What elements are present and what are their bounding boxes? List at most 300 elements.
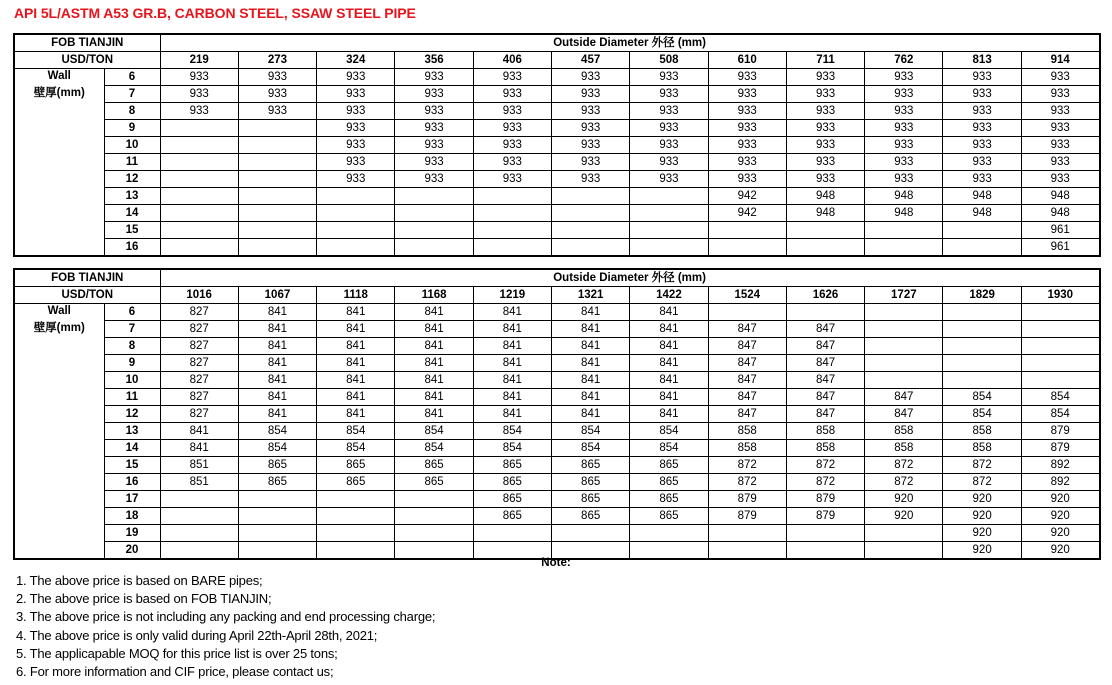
price-cell: 933 [630, 171, 708, 188]
price-cell: 933 [865, 103, 943, 120]
price-cell: 841 [473, 304, 551, 321]
price-cell [238, 205, 316, 222]
price-cell: 847 [865, 406, 943, 423]
diameter-header: 324 [317, 52, 395, 69]
price-cell: 879 [708, 491, 786, 508]
price-cell [630, 222, 708, 239]
diameter-header: 1829 [943, 287, 1021, 304]
price-cell: 933 [865, 137, 943, 154]
price-cell: 933 [552, 137, 630, 154]
price-cell [708, 222, 786, 239]
price-cell: 847 [708, 389, 786, 406]
price-cell [160, 525, 238, 542]
wall-thickness-value: 11 [104, 154, 160, 171]
price-cell: 865 [552, 457, 630, 474]
wall-unit-label: 壁厚(mm) [33, 87, 85, 99]
price-cell: 841 [160, 423, 238, 440]
price-cell [865, 338, 943, 355]
price-cell: 948 [1021, 205, 1099, 222]
price-cell: 879 [708, 508, 786, 525]
price-cell: 851 [160, 457, 238, 474]
price-cell: 841 [395, 338, 473, 355]
price-cell: 933 [317, 154, 395, 171]
fob-label: FOB TIANJIN [14, 34, 160, 52]
currency-unit-label: USD/TON [14, 52, 160, 69]
price-cell [473, 525, 551, 542]
fob-label: FOB TIANJIN [14, 269, 160, 287]
price-cell [630, 188, 708, 205]
price-cell: 920 [943, 508, 1021, 525]
price-cell: 827 [160, 321, 238, 338]
price-cell: 933 [1021, 154, 1099, 171]
price-cell [708, 525, 786, 542]
diameter-header: 219 [160, 52, 238, 69]
price-cell: 933 [630, 103, 708, 120]
price-cell: 854 [317, 423, 395, 440]
price-table-large-diameter [13, 268, 1101, 560]
price-cell [238, 120, 316, 137]
price-cell: 841 [630, 304, 708, 321]
price-cell [238, 525, 316, 542]
price-cell [473, 205, 551, 222]
price-cell [238, 239, 316, 257]
table-row [14, 103, 1100, 120]
price-cell: 827 [160, 389, 238, 406]
price-cell: 858 [708, 440, 786, 457]
price-cell: 858 [943, 423, 1021, 440]
price-cell: 933 [630, 86, 708, 103]
price-cell: 948 [865, 188, 943, 205]
price-cell: 948 [943, 188, 1021, 205]
price-cell [473, 222, 551, 239]
table-row [14, 338, 1100, 355]
diameter-header: 1219 [473, 287, 551, 304]
price-cell: 933 [943, 154, 1021, 171]
price-cell: 858 [865, 440, 943, 457]
price-cell: 933 [943, 86, 1021, 103]
price-cell: 841 [630, 321, 708, 338]
price-cell: 827 [160, 304, 238, 321]
price-cell: 933 [552, 69, 630, 86]
price-cell: 841 [317, 389, 395, 406]
table-row [14, 137, 1100, 154]
price-cell [317, 525, 395, 542]
price-cell: 933 [708, 69, 786, 86]
price-cell: 841 [317, 372, 395, 389]
price-cell: 948 [1021, 188, 1099, 205]
price-cell: 865 [630, 457, 708, 474]
price-cell: 841 [238, 304, 316, 321]
price-cell [160, 508, 238, 525]
price-cell: 841 [552, 321, 630, 338]
price-cell [395, 222, 473, 239]
price-cell: 892 [1021, 474, 1099, 491]
price-cell: 933 [238, 69, 316, 86]
price-cell: 841 [552, 389, 630, 406]
wall-thickness-value: 8 [104, 103, 160, 120]
price-cell: 933 [943, 137, 1021, 154]
price-cell [708, 304, 786, 321]
price-cell: 847 [786, 389, 864, 406]
wall-thickness-value: 9 [104, 355, 160, 372]
price-cell: 933 [708, 103, 786, 120]
price-cell: 933 [317, 171, 395, 188]
price-cell: 879 [786, 508, 864, 525]
wall-thickness-value: 7 [104, 86, 160, 103]
price-cell [395, 188, 473, 205]
price-cell: 847 [708, 338, 786, 355]
table-row [14, 120, 1100, 137]
price-cell: 841 [552, 355, 630, 372]
price-cell: 933 [1021, 171, 1099, 188]
price-cell [473, 188, 551, 205]
wall-thickness-value: 17 [104, 491, 160, 508]
price-cell: 933 [238, 86, 316, 103]
wall-thickness-value: 14 [104, 440, 160, 457]
price-cell [708, 239, 786, 257]
price-cell: 920 [1021, 525, 1099, 542]
price-cell: 841 [238, 406, 316, 423]
price-cell [1021, 321, 1099, 338]
price-cell: 933 [238, 103, 316, 120]
price-cell [317, 188, 395, 205]
price-cell: 854 [552, 440, 630, 457]
note-item: 1. The above price is based on BARE pipes; [16, 573, 263, 588]
price-cell [865, 304, 943, 321]
table-row [14, 423, 1100, 440]
table-row [14, 188, 1100, 205]
price-cell: 933 [865, 154, 943, 171]
price-cell: 865 [395, 474, 473, 491]
price-cell [943, 222, 1021, 239]
price-cell: 933 [552, 103, 630, 120]
price-cell: 854 [238, 440, 316, 457]
price-cell: 933 [630, 69, 708, 86]
price-cell: 933 [473, 86, 551, 103]
price-cell: 865 [473, 474, 551, 491]
price-cell [160, 205, 238, 222]
wall-thickness-value: 10 [104, 137, 160, 154]
price-cell: 948 [865, 205, 943, 222]
wall-thickness-value: 12 [104, 406, 160, 423]
outside-diameter-header: Outside Diameter 外径 (mm) [160, 269, 1100, 287]
price-cell: 933 [1021, 86, 1099, 103]
price-cell [160, 120, 238, 137]
table-row [14, 525, 1100, 542]
note-item: 6. For more information and CIF price, please contact us; [16, 664, 334, 680]
price-cell: 841 [317, 338, 395, 355]
price-cell: 865 [317, 474, 395, 491]
price-cell: 933 [630, 137, 708, 154]
price-cell: 865 [473, 508, 551, 525]
price-cell: 847 [708, 372, 786, 389]
price-cell: 933 [395, 171, 473, 188]
price-cell [786, 239, 864, 257]
price-cell: 858 [786, 440, 864, 457]
outside-diameter-header: Outside Diameter 外径 (mm) [160, 34, 1100, 52]
price-cell: 933 [473, 69, 551, 86]
price-cell: 854 [1021, 389, 1099, 406]
price-cell: 841 [395, 406, 473, 423]
price-cell [786, 525, 864, 542]
price-cell: 933 [317, 103, 395, 120]
diameter-header: 508 [630, 52, 708, 69]
price-cell: 942 [708, 188, 786, 205]
price-cell: 961 [1021, 239, 1099, 257]
table-row [14, 304, 1100, 321]
price-cell: 920 [865, 491, 943, 508]
price-cell [238, 491, 316, 508]
price-cell [943, 355, 1021, 372]
price-cell [630, 205, 708, 222]
price-cell: 854 [630, 423, 708, 440]
table-row [14, 69, 1100, 86]
diameter-header: 1067 [238, 287, 316, 304]
note-item: 3. The above price is not including any packing and end processing charge; [16, 609, 436, 625]
price-cell: 933 [708, 154, 786, 171]
price-cell: 841 [630, 389, 708, 406]
price-cell: 865 [630, 491, 708, 508]
price-cell: 872 [943, 474, 1021, 491]
price-cell: 933 [473, 120, 551, 137]
price-cell: 841 [630, 355, 708, 372]
wall-thickness-value: 14 [104, 205, 160, 222]
price-cell: 933 [630, 154, 708, 171]
price-cell: 933 [395, 86, 473, 103]
price-table-small-diameter [13, 33, 1101, 257]
price-cell: 933 [395, 69, 473, 86]
price-cell [473, 239, 551, 257]
price-cell [1021, 355, 1099, 372]
price-cell: 879 [1021, 423, 1099, 440]
price-cell: 841 [317, 321, 395, 338]
diameter-header: 1016 [160, 287, 238, 304]
page-title: API 5L/ASTM A53 GR.B, CARBON STEEL, SSAW STEEL PIPE [14, 5, 416, 21]
price-cell: 847 [786, 321, 864, 338]
diameter-header: 1321 [552, 287, 630, 304]
diameter-header: 1727 [865, 287, 943, 304]
price-cell: 872 [708, 474, 786, 491]
price-cell [395, 508, 473, 525]
price-cell: 933 [1021, 137, 1099, 154]
price-cell: 948 [943, 205, 1021, 222]
price-cell [552, 222, 630, 239]
price-cell: 858 [865, 423, 943, 440]
price-cell: 872 [708, 457, 786, 474]
diameter-header: 1930 [1021, 287, 1099, 304]
table-row [14, 171, 1100, 188]
table-row [14, 372, 1100, 389]
price-cell: 841 [238, 355, 316, 372]
note-label: Note: [541, 557, 571, 569]
price-cell [160, 239, 238, 257]
price-cell: 933 [160, 103, 238, 120]
price-cell [865, 525, 943, 542]
price-cell: 933 [473, 103, 551, 120]
table-row [14, 440, 1100, 457]
price-cell: 933 [552, 154, 630, 171]
price-cell: 854 [473, 423, 551, 440]
price-cell [317, 239, 395, 257]
price-cell: 933 [708, 86, 786, 103]
price-cell: 933 [943, 171, 1021, 188]
price-cell: 879 [1021, 440, 1099, 457]
price-cell: 841 [160, 440, 238, 457]
price-cell: 920 [943, 542, 1021, 560]
price-cell: 841 [630, 406, 708, 423]
price-cell: 933 [865, 171, 943, 188]
price-cell: 933 [395, 120, 473, 137]
price-cell: 872 [786, 457, 864, 474]
wall-thickness-label [14, 69, 104, 257]
wall-thickness-value: 9 [104, 120, 160, 137]
price-cell: 933 [943, 120, 1021, 137]
price-cell: 933 [317, 86, 395, 103]
price-cell: 841 [473, 355, 551, 372]
table-row [14, 222, 1100, 239]
diameter-header: 914 [1021, 52, 1099, 69]
price-cell: 854 [473, 440, 551, 457]
wall-thickness-value: 15 [104, 222, 160, 239]
price-cell [238, 154, 316, 171]
price-cell: 851 [160, 474, 238, 491]
wall-thickness-value: 7 [104, 321, 160, 338]
price-cell: 854 [630, 440, 708, 457]
diameter-header: 1422 [630, 287, 708, 304]
price-cell: 841 [473, 389, 551, 406]
price-cell: 933 [708, 120, 786, 137]
price-cell: 933 [552, 171, 630, 188]
wall-thickness-value: 18 [104, 508, 160, 525]
currency-unit-label: USD/TON [14, 287, 160, 304]
price-cell: 841 [552, 338, 630, 355]
price-cell [317, 205, 395, 222]
price-cell: 847 [786, 338, 864, 355]
price-cell [160, 154, 238, 171]
table-row [14, 86, 1100, 103]
table-row [14, 491, 1100, 508]
price-cell: 920 [1021, 542, 1099, 560]
wall-thickness-value: 20 [104, 542, 160, 560]
price-cell: 933 [473, 154, 551, 171]
price-cell: 841 [630, 338, 708, 355]
price-cell: 933 [708, 137, 786, 154]
price-cell: 841 [473, 372, 551, 389]
price-cell: 933 [786, 154, 864, 171]
price-cell: 847 [786, 406, 864, 423]
price-cell: 841 [395, 321, 473, 338]
price-cell: 841 [395, 372, 473, 389]
price-cell [943, 321, 1021, 338]
price-cell: 933 [786, 171, 864, 188]
wall-thickness-value: 10 [104, 372, 160, 389]
price-cell: 827 [160, 372, 238, 389]
price-cell: 841 [395, 389, 473, 406]
price-cell: 920 [943, 491, 1021, 508]
table-row [14, 508, 1100, 525]
price-cell: 854 [943, 389, 1021, 406]
price-cell: 872 [865, 474, 943, 491]
price-cell: 841 [552, 372, 630, 389]
table-row [14, 355, 1100, 372]
price-cell: 933 [395, 103, 473, 120]
price-cell: 841 [473, 338, 551, 355]
table-row [14, 389, 1100, 406]
diameter-header: 356 [395, 52, 473, 69]
price-cell [865, 372, 943, 389]
price-cell: 933 [160, 69, 238, 86]
price-cell: 933 [786, 120, 864, 137]
price-cell: 892 [1021, 457, 1099, 474]
price-cell: 865 [552, 491, 630, 508]
note-item: 5. The applicapable MOQ for this price list is over 25 tons; [16, 645, 338, 661]
table-row [14, 321, 1100, 338]
price-cell: 933 [865, 120, 943, 137]
price-cell: 858 [943, 440, 1021, 457]
wall-thickness-value: 19 [104, 525, 160, 542]
price-cell: 841 [238, 338, 316, 355]
price-cell [395, 491, 473, 508]
wall-thickness-value: 12 [104, 171, 160, 188]
price-cell: 865 [630, 474, 708, 491]
price-cell: 841 [395, 355, 473, 372]
price-cell [238, 171, 316, 188]
wall-thickness-value: 8 [104, 338, 160, 355]
table-row [14, 474, 1100, 491]
table-row [14, 457, 1100, 474]
price-cell: 933 [552, 86, 630, 103]
price-cell: 942 [708, 205, 786, 222]
price-cell: 933 [943, 69, 1021, 86]
price-cell [943, 304, 1021, 321]
diameter-header: 1168 [395, 287, 473, 304]
note-item: 2. The above price is based on FOB TIANJIN; [16, 591, 272, 607]
price-cell: 854 [395, 423, 473, 440]
price-cell: 933 [708, 171, 786, 188]
price-cell [552, 239, 630, 257]
price-cell: 841 [395, 304, 473, 321]
wall-thickness-value: 13 [104, 188, 160, 205]
price-cell: 933 [786, 86, 864, 103]
price-cell: 933 [160, 86, 238, 103]
diameter-header: 762 [865, 52, 943, 69]
price-cell: 841 [238, 389, 316, 406]
price-cell: 865 [395, 457, 473, 474]
price-cell: 847 [708, 406, 786, 423]
price-cell: 854 [943, 406, 1021, 423]
price-cell: 933 [473, 171, 551, 188]
price-cell: 948 [786, 188, 864, 205]
price-cell: 854 [238, 423, 316, 440]
price-cell: 847 [786, 355, 864, 372]
price-cell: 933 [395, 154, 473, 171]
price-cell [395, 239, 473, 257]
price-cell: 920 [1021, 508, 1099, 525]
price-cell [786, 222, 864, 239]
diameter-header: 1524 [708, 287, 786, 304]
price-cell [395, 525, 473, 542]
price-cell: 933 [1021, 103, 1099, 120]
price-cell: 847 [708, 355, 786, 372]
price-cell: 933 [1021, 120, 1099, 137]
header-row [14, 34, 1100, 52]
price-cell: 841 [552, 304, 630, 321]
price-cell: 879 [786, 491, 864, 508]
price-cell [160, 491, 238, 508]
price-cell [786, 304, 864, 321]
price-cell [630, 239, 708, 257]
price-cell [865, 222, 943, 239]
